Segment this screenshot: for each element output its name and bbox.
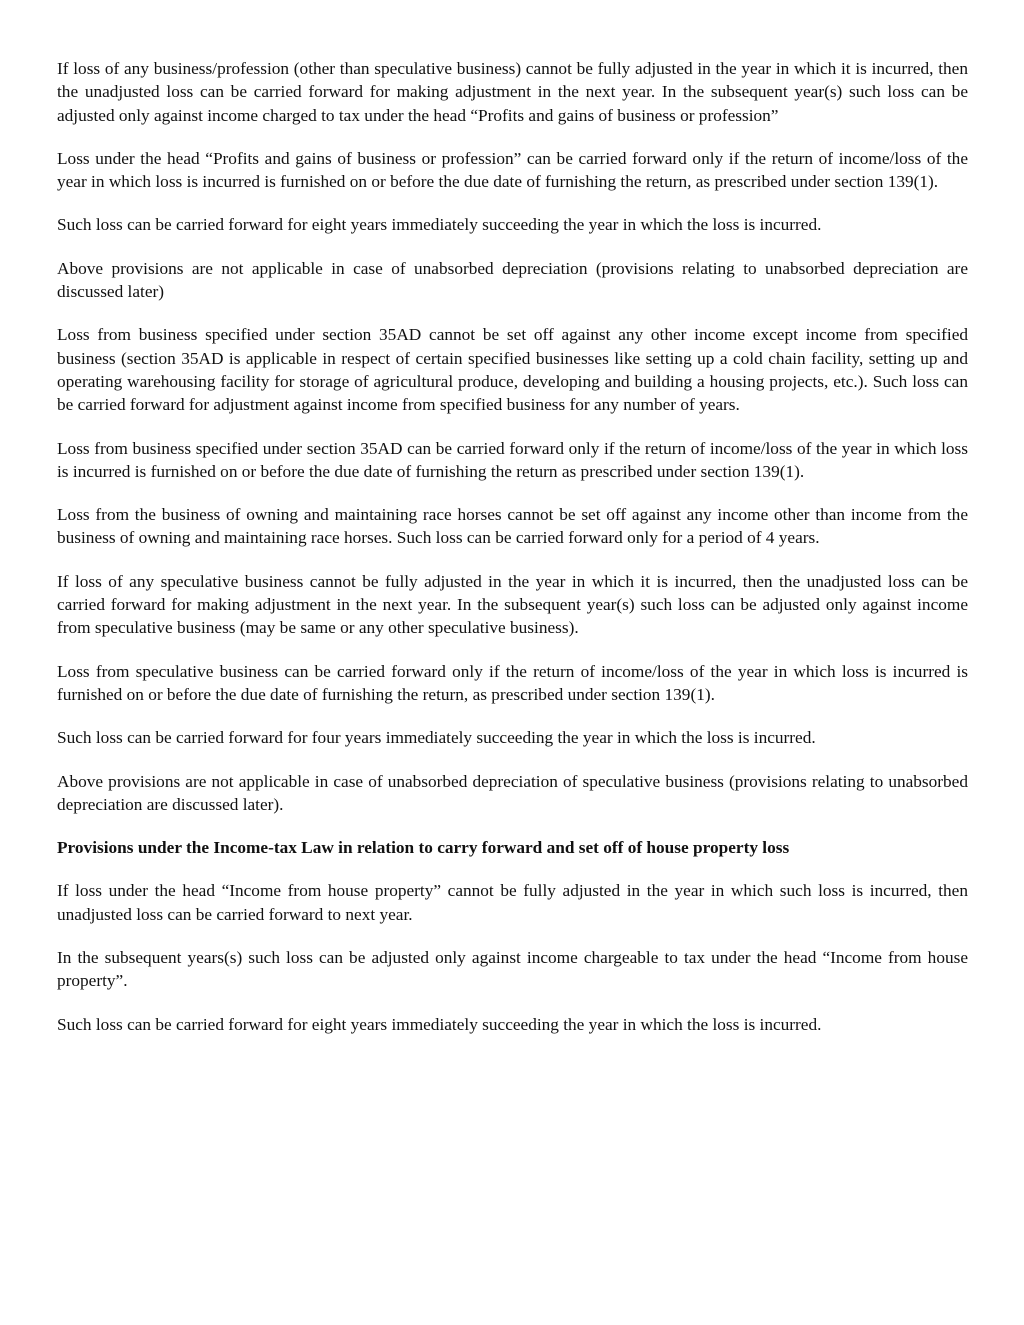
paragraph-race-horses: Loss from the business of owning and maintaining race horses cannot be set off against any income other than income from the business of owning and maintaining race horses. Such loss can be carried forward only for a period of 4 years. — [57, 505, 968, 548]
paragraph-speculative-depreciation-note: Above provisions are not applicable in case of unabsorbed depreciation of speculative business (provisions relating to unabsorbed depreciation are discussed later). — [57, 771, 968, 814]
paragraph-speculative-carry-forward: If loss of any speculative business cannot be fully adjusted in the year in which it is incurred, then the unadjusted loss can be carried forward for making adjustment in the next year. In the subsequent year(s) such loss can be adjusted only against income from speculative business (may be same or any other speculative business). — [57, 571, 968, 638]
paragraph-house-property-adjustment: In the subsequent years(s) such loss can be adjusted only against income chargeable to tax under the head “Income from house property”. — [57, 948, 968, 991]
paragraph-business-loss-return-condition: Loss under the head “Profits and gains of business or profession” can be carried forward only if the return of income/loss of the year in which loss is incurred is furnished on or before the due date of furnishing the return, as prescribed under section 139(1). — [57, 148, 968, 192]
section-heading-house-property: Provisions under the Income-tax Law in relation to carry forward and set off of house property loss — [57, 838, 790, 858]
paragraph-business-loss-carry-forward: If loss of any business/profession (other than speculative business) cannot be fully adjusted in the year in which it is incurred, then the unadjusted loss can be carried forward for making adjustment in the next year. In the subsequent year(s) such loss can be adjusted only against income charged to tax under the head “Profits and gains of business or profession” — [57, 59, 968, 125]
paragraph-35ad-return-condition: Loss from business specified under section 35AD can be carried forward only if the return of income/loss of the year in which loss is incurred is furnished on or before the due date of furnishing the return as prescribed under section 139(1). — [57, 438, 968, 481]
paragraph-house-property-eight-years: Such loss can be carried forward for eight years immediately succeeding the year in which the loss is incurred. — [57, 1014, 822, 1034]
paragraph-35ad-set-off: Loss from business specified under section 35AD cannot be set off against any other income except income from specified business (section 35AD is applicable in respect of certain specified businesses like setting up a cold chain facility, setting up and operating warehousing facility for storage of agricultural produce, developing and building a housing projects, etc.). Such loss can be carried forward for adjustment against income from specified business for any number of years. — [57, 325, 968, 415]
paragraph-house-property-carry-forward: If loss under the head “Income from house property” cannot be fully adjusted in the year in which such loss is incurred, then unadjusted loss can be carried forward to next year. — [57, 881, 968, 924]
paragraph-speculative-return-condition: Loss from speculative business can be carried forward only if the return of income/loss of the year in which loss is incurred is furnished on or before the due date of furnishing the return, as prescribed under section 139(1). — [57, 661, 968, 704]
paragraph-speculative-four-years: Such loss can be carried forward for four years immediately succeeding the year in which the loss is incurred. — [57, 728, 816, 748]
paragraph-business-loss-eight-years: Such loss can be carried forward for eight years immediately succeeding the year in which the loss is incurred. — [57, 215, 822, 235]
document-page — [57, 57, 968, 1056]
paragraph-unabsorbed-depreciation-note: Above provisions are not applicable in case of unabsorbed depreciation (provisions relating to unabsorbed depreciation are discussed later) — [57, 258, 968, 302]
